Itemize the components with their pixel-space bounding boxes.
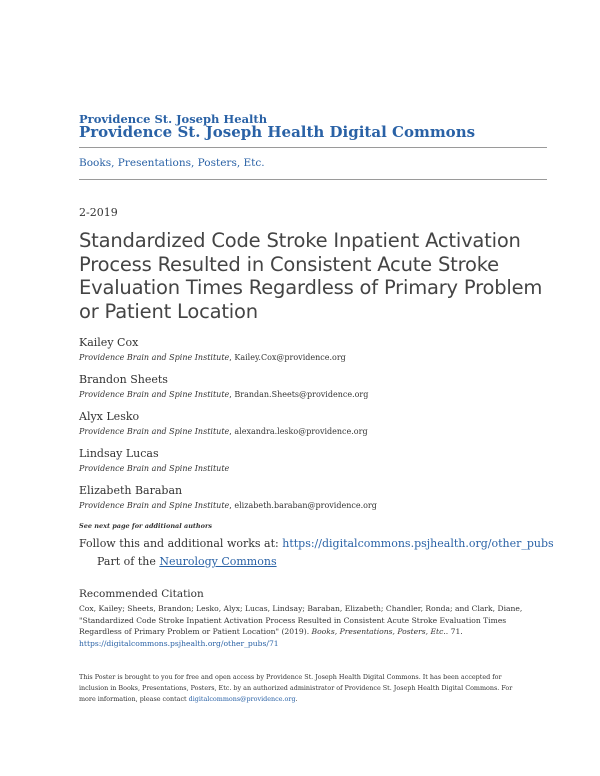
contact-email-link[interactable]: digitalcommons@providence.org bbox=[188, 695, 296, 703]
author-name: Elizabeth Baraban bbox=[79, 484, 183, 497]
citation-url-link[interactable]: https://digitalcommons.psjhealth.org/other_pubs/71 bbox=[79, 638, 279, 648]
author-affiliation: Providence Brain and Spine Institute bbox=[79, 464, 230, 473]
divider-bottom bbox=[79, 179, 547, 180]
author-name: Kailey Cox bbox=[79, 336, 139, 349]
author-affiliation: Providence Brain and Spine Institute, alexandra.lesko@providence.org bbox=[79, 427, 368, 436]
follow-line bbox=[79, 537, 554, 550]
author-block bbox=[79, 447, 559, 474]
publication-date: 2-2019 bbox=[79, 206, 118, 219]
author-name: Alyx Lesko bbox=[79, 410, 140, 423]
repository-title-link[interactable]: Providence St. Joseph Health Digital Commons bbox=[79, 123, 476, 141]
series-link[interactable]: Books, Presentations, Posters, Etc. bbox=[79, 157, 265, 169]
author-block bbox=[79, 336, 559, 363]
author-block bbox=[79, 373, 559, 400]
author-affiliation: Providence Brain and Spine Institute, Brandan.Sheets@providence.org bbox=[79, 390, 369, 399]
author-name: Lindsay Lucas bbox=[79, 447, 159, 460]
document-title: Standardized Code Stroke Inpatient Activation Process Resulted in Consistent Acute Stroke Evaluation Times Regardless of Primary Problem or Patient Location bbox=[79, 229, 543, 323]
recommended-citation-heading: Recommended Citation bbox=[79, 588, 204, 600]
author-block bbox=[79, 484, 559, 511]
see-next-page-note: See next page for additional authors bbox=[79, 522, 213, 530]
follow-prefix: Follow this and additional works at: bbox=[79, 537, 283, 550]
author-name: Brandon Sheets bbox=[79, 373, 168, 386]
institution-name: Providence St. Joseph Health bbox=[79, 112, 268, 126]
neurology-commons-link[interactable]: Neurology Commons bbox=[159, 555, 277, 568]
part-of-line bbox=[97, 555, 277, 568]
part-of-prefix: Part of the bbox=[97, 555, 160, 568]
author-affiliation: Providence Brain and Spine Institute, elizabeth.baraban@providence.org bbox=[79, 501, 377, 510]
recommended-citation-text: Cox, Kailey; Sheets, Brandon; Lesko, Alyx; Lucas, Lindsay; Baraban, Elizabeth; Chandler, Ronda; and Clark, Diane, "Standardized Code Stroke Inpatient Activation Process Resulted in Consistent Acute Stroke Evaluation Times Regardless of Primary Problem or Patient Location" (2019). Books, Presentations, Posters, Etc.. 71. https://digitalcommons.psjhealth.org/other_pubs/71 bbox=[79, 604, 523, 648]
author-affiliation: Providence Brain and Spine Institute, Kailey.Cox@providence.org bbox=[79, 353, 346, 362]
footer-notice: This Poster is brought to you for free and open access by Providence St. Joseph Health Digital Commons. It has been accepted for inclusion in Books, Presentations, Posters, Etc. by an authorized administrator of Providence St. Joseph Health Digital Commons. For more information, please contact digitalcommons@providence.org. bbox=[79, 673, 513, 703]
follow-url-link[interactable]: https://digitalcommons.psjhealth.org/other_pubs bbox=[282, 537, 554, 550]
author-block bbox=[79, 410, 559, 437]
divider-top bbox=[79, 147, 547, 148]
